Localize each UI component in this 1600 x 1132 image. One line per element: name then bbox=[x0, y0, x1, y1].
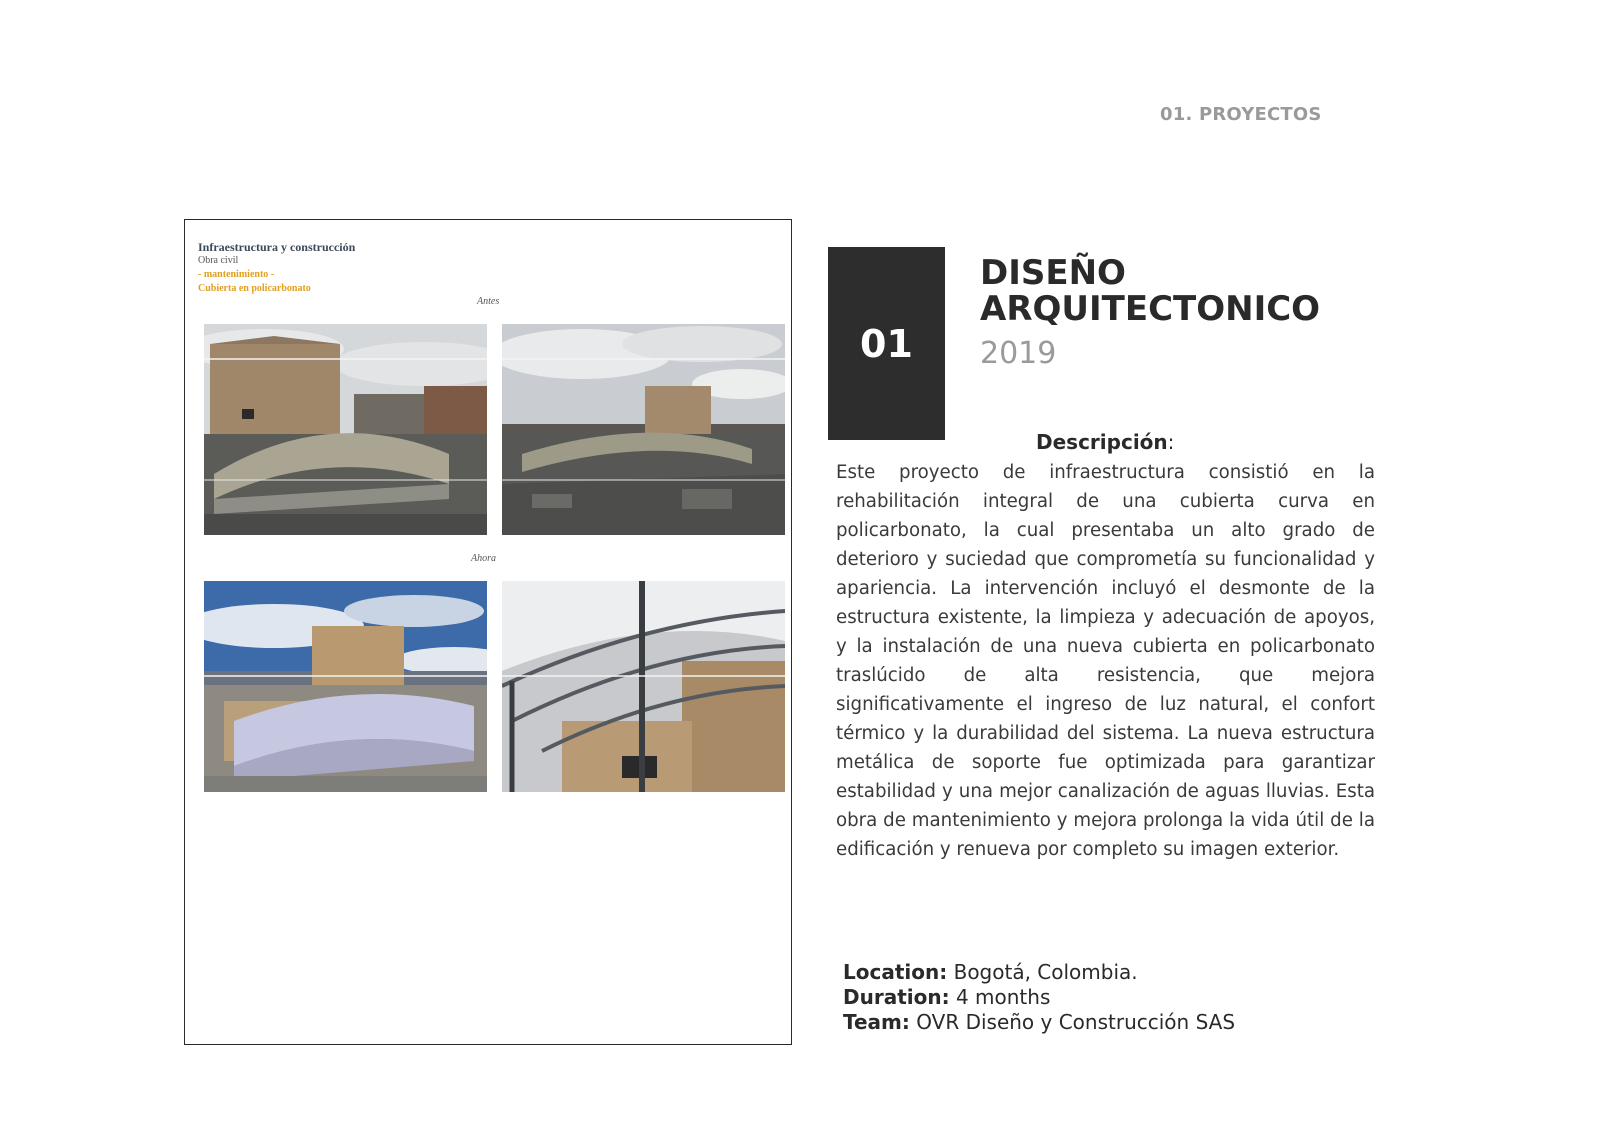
meta-location bbox=[843, 960, 1235, 985]
document-header bbox=[198, 240, 355, 296]
section-label: 01. PROYECTOS bbox=[1160, 104, 1322, 125]
project-document-image bbox=[184, 219, 792, 1045]
photo-before-2 bbox=[502, 324, 785, 535]
meta-duration-value: 4 months bbox=[955, 985, 1051, 1009]
project-title-line-2: ARQUITECTONICO bbox=[980, 289, 1321, 329]
photo-after-2 bbox=[502, 581, 785, 792]
document-subtitle: Obra civil bbox=[198, 255, 239, 266]
description-label-text: Descripción bbox=[1036, 430, 1168, 454]
caption-before: Antes bbox=[477, 296, 500, 307]
document-item: Cubierta en policarbonato bbox=[198, 283, 311, 294]
project-title bbox=[980, 255, 1400, 327]
photo-before-1 bbox=[204, 324, 487, 535]
description-label-colon: : bbox=[1167, 430, 1175, 454]
project-meta bbox=[843, 960, 1235, 1035]
meta-duration-label: Duration: bbox=[843, 985, 950, 1009]
project-number: 01 bbox=[860, 321, 913, 366]
caption-after: Ahora bbox=[471, 553, 496, 564]
meta-team-label: Team: bbox=[843, 1010, 910, 1034]
document-category: - mantenimiento - bbox=[198, 269, 275, 280]
meta-location-label: Location: bbox=[843, 960, 948, 984]
document-title: Infraestructura y construcción bbox=[198, 240, 356, 254]
photo-after-1 bbox=[204, 581, 487, 792]
project-title-line-1: DISEÑO bbox=[980, 253, 1126, 293]
meta-location-value: Bogotá, Colombia. bbox=[953, 960, 1138, 984]
description-text: Este proyecto de infraestructura consistió en la rehabilitación integral de una cubierta curva en policarbonato, la cual presentaba un alto grado de deterioro y suciedad que comprometía su funcionalidad y apariencia. La intervención incluyó el desmonte de la estructura existente, la limpieza y adecuación de apoyos, y la instalación de una nueva cubierta en policarbonato traslúcido de alta resistencia, que mejora significativamente el ingreso de luz natural, el confort térmico y la durabilidad del sistema. La nueva estructura metálica de soporte fue optimizada para garantizar estabilidad y una mejor canalización de aguas lluvias. Esta obra de mantenimiento y mejora prolonga la vida útil de la edificación y renueva por completo su imagen exterior. bbox=[836, 462, 1375, 860]
meta-duration bbox=[843, 985, 1235, 1010]
description-label bbox=[1036, 430, 1174, 454]
meta-team-value: OVR Diseño y Construcción SAS bbox=[916, 1010, 1236, 1034]
project-number-box bbox=[828, 247, 945, 440]
meta-team bbox=[843, 1010, 1235, 1035]
project-year: 2019 bbox=[980, 336, 1057, 371]
